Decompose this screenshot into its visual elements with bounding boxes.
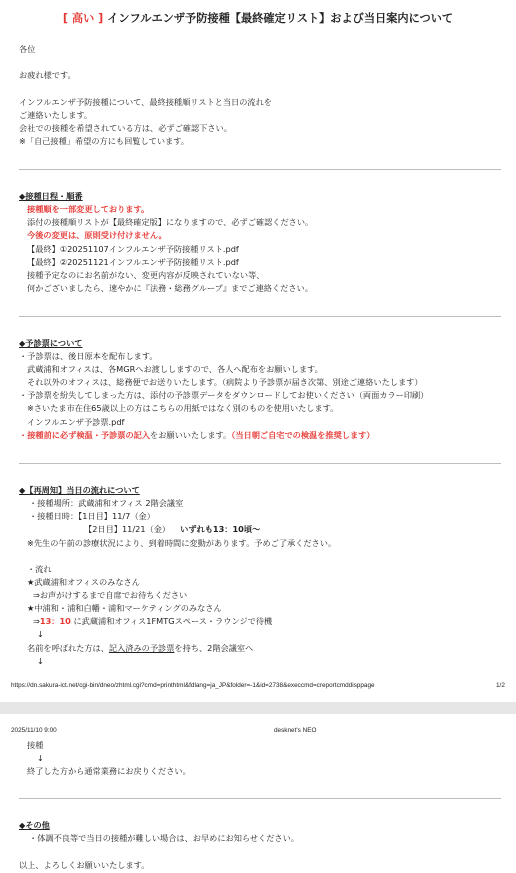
closing: 以上、よろしくお願いいたします。 (19, 860, 150, 870)
flow-time: いずれも13：10頃〜 (180, 524, 261, 534)
flow-group-2-time: 13：10 (39, 616, 71, 626)
schedule-note: 添付の接種順リストが【最終確定版】になりますので、必ずご確認ください。 (27, 217, 314, 227)
salutation: 各位 (19, 44, 36, 54)
divider (19, 463, 501, 464)
flow-called-form: 記入済みの予診票 (108, 643, 175, 653)
flow-group-2-action (33, 615, 272, 628)
flow-called (27, 642, 253, 655)
print-page-2 (0, 714, 516, 873)
flow-group-1: ★武蔵浦和オフィスのみなさん (27, 577, 140, 587)
intro-line: インフルエンザ予防接種について、最終接種順リストと当日の流れを (19, 97, 272, 107)
flow-called-text: 名前を呼ばれた方は、 (27, 643, 109, 653)
flow-arrow: ⇒ (33, 616, 40, 626)
questionnaire-attachment-link[interactable]: インフルエンザ予診票.pdf (27, 417, 125, 427)
schedule-contact: 接種予定なのにお名前がない、変更内容が反映されていない等、 (27, 270, 265, 280)
flow-group-1-action: ⇒お声がけするまで自席でお待ちください (33, 590, 188, 600)
schedule-no-change: 今後の変更は、原則受け付けません。 (27, 230, 167, 240)
other-line: ・体調不良等で当日の接種が難しい場合は、お早めにお知らせください。 (29, 833, 299, 843)
print-header-date: 2025/11/10 9:00 (11, 727, 57, 734)
intro-line: ご連絡いたします。 (19, 110, 93, 120)
print-footer-page: 1/2 (496, 682, 505, 689)
flow-line: 接種 (27, 740, 44, 750)
flow-place: ・接種場所：武蔵浦和オフィス 2階会議室 (29, 498, 184, 508)
flow-line: 終了した方から通常業務にお戻りください。 (27, 766, 191, 776)
down-arrow: ↓ (37, 629, 44, 639)
schedule-contact: 何かございましたら、速やかに『法務・総務グループ』までご連絡ください。 (27, 283, 313, 293)
flow-group-2-action-text: に武蔵浦和オフィス1FMTGスペース・ラウンジで待機 (70, 616, 273, 626)
divider (19, 316, 501, 317)
flow-date-2 (84, 523, 260, 536)
questionnaire-line: ・予診票は、後日原本を配布します。 (19, 351, 158, 361)
temperature-recommend: （当日朝ご自宅での検温を推奨します） (231, 430, 375, 440)
questionnaire-heading: ◆予診票について (19, 338, 83, 348)
title-text: インフルエンザ予防接種【最終確定リスト】および当日案内について (103, 12, 454, 25)
page-break (0, 702, 516, 714)
schedule-changed: 接種順を一部変更しております。 (27, 204, 150, 214)
questionnaire-line (19, 429, 375, 442)
flow-label: ・流れ (27, 564, 52, 574)
questionnaire-line: 武蔵浦和オフィスは、各MGRへお渡ししますので、各人へ配布をお願いします。 (27, 364, 323, 374)
priority-badge: [ 高い ] (62, 12, 104, 25)
schedule-heading: ◆接種日程・順番 (19, 191, 83, 201)
other-heading: ◆その他 (19, 820, 50, 830)
flow-heading: ◆【再周知】当日の流れについて (19, 485, 140, 495)
flow-date-2-text: 【2日目】11/21（金） (84, 524, 171, 534)
page-title (0, 11, 516, 27)
down-arrow: ↓ (37, 656, 44, 666)
questionnaire-line: ・予診票を紛失してしまった方は、添付の予診票データをダウンロードしてお使いください（両面カラー印刷） (19, 390, 429, 400)
print-header-app: desknet's NEO (274, 727, 317, 734)
flow-note: ※先生の午前の診療状況により、到着時間に変動があります。予めご了承ください。 (27, 538, 337, 548)
divider (19, 798, 501, 799)
greeting: お疲れ様です。 (19, 70, 76, 80)
questionnaire-line: ※さいたま市在住65歳以上の方はこちらの用紙ではなく別のものを使用いたします。 (27, 403, 339, 413)
down-arrow: ↓ (37, 753, 44, 763)
attachment-link[interactable]: 【最終】②20251121インフルエンザ予防接種リスト.pdf (27, 257, 239, 267)
flow-called-text: を持ち、2階会議室へ (174, 643, 254, 653)
divider (19, 169, 501, 170)
questionnaire-line: それ以外のオフィスは、総務便でお送りいたします。（病院より予診票が届き次第、別途ご連絡いたします） (27, 377, 423, 387)
temperature-note-text: をお願いいたします。 (150, 430, 232, 440)
attachment-link[interactable]: 【最終】①20251107インフルエンザ予防接種リスト.pdf (27, 244, 239, 254)
intro-line: ※「自己接種」希望の方にも回覧しています。 (19, 136, 189, 146)
intro-line: 会社での接種を希望されている方は、必ずご確認下さい。 (19, 123, 232, 133)
flow-group-2: ★中浦和・浦和白幡・浦和マーケティングのみなさん (27, 603, 222, 613)
flow-date-1: ・接種日時：【1日目】11/7（金） (29, 511, 155, 521)
temperature-note: ・接種前に必ず検温・予診票の記入 (19, 430, 151, 440)
print-footer-url: https://dn.sakura-ict.net/cgi-bin/dneo/zhtml.cgi?cmd=printhtml&fdlang=ja_JP&folder=-1&id=2738&execcmd=creportcmddisppage (11, 682, 375, 689)
